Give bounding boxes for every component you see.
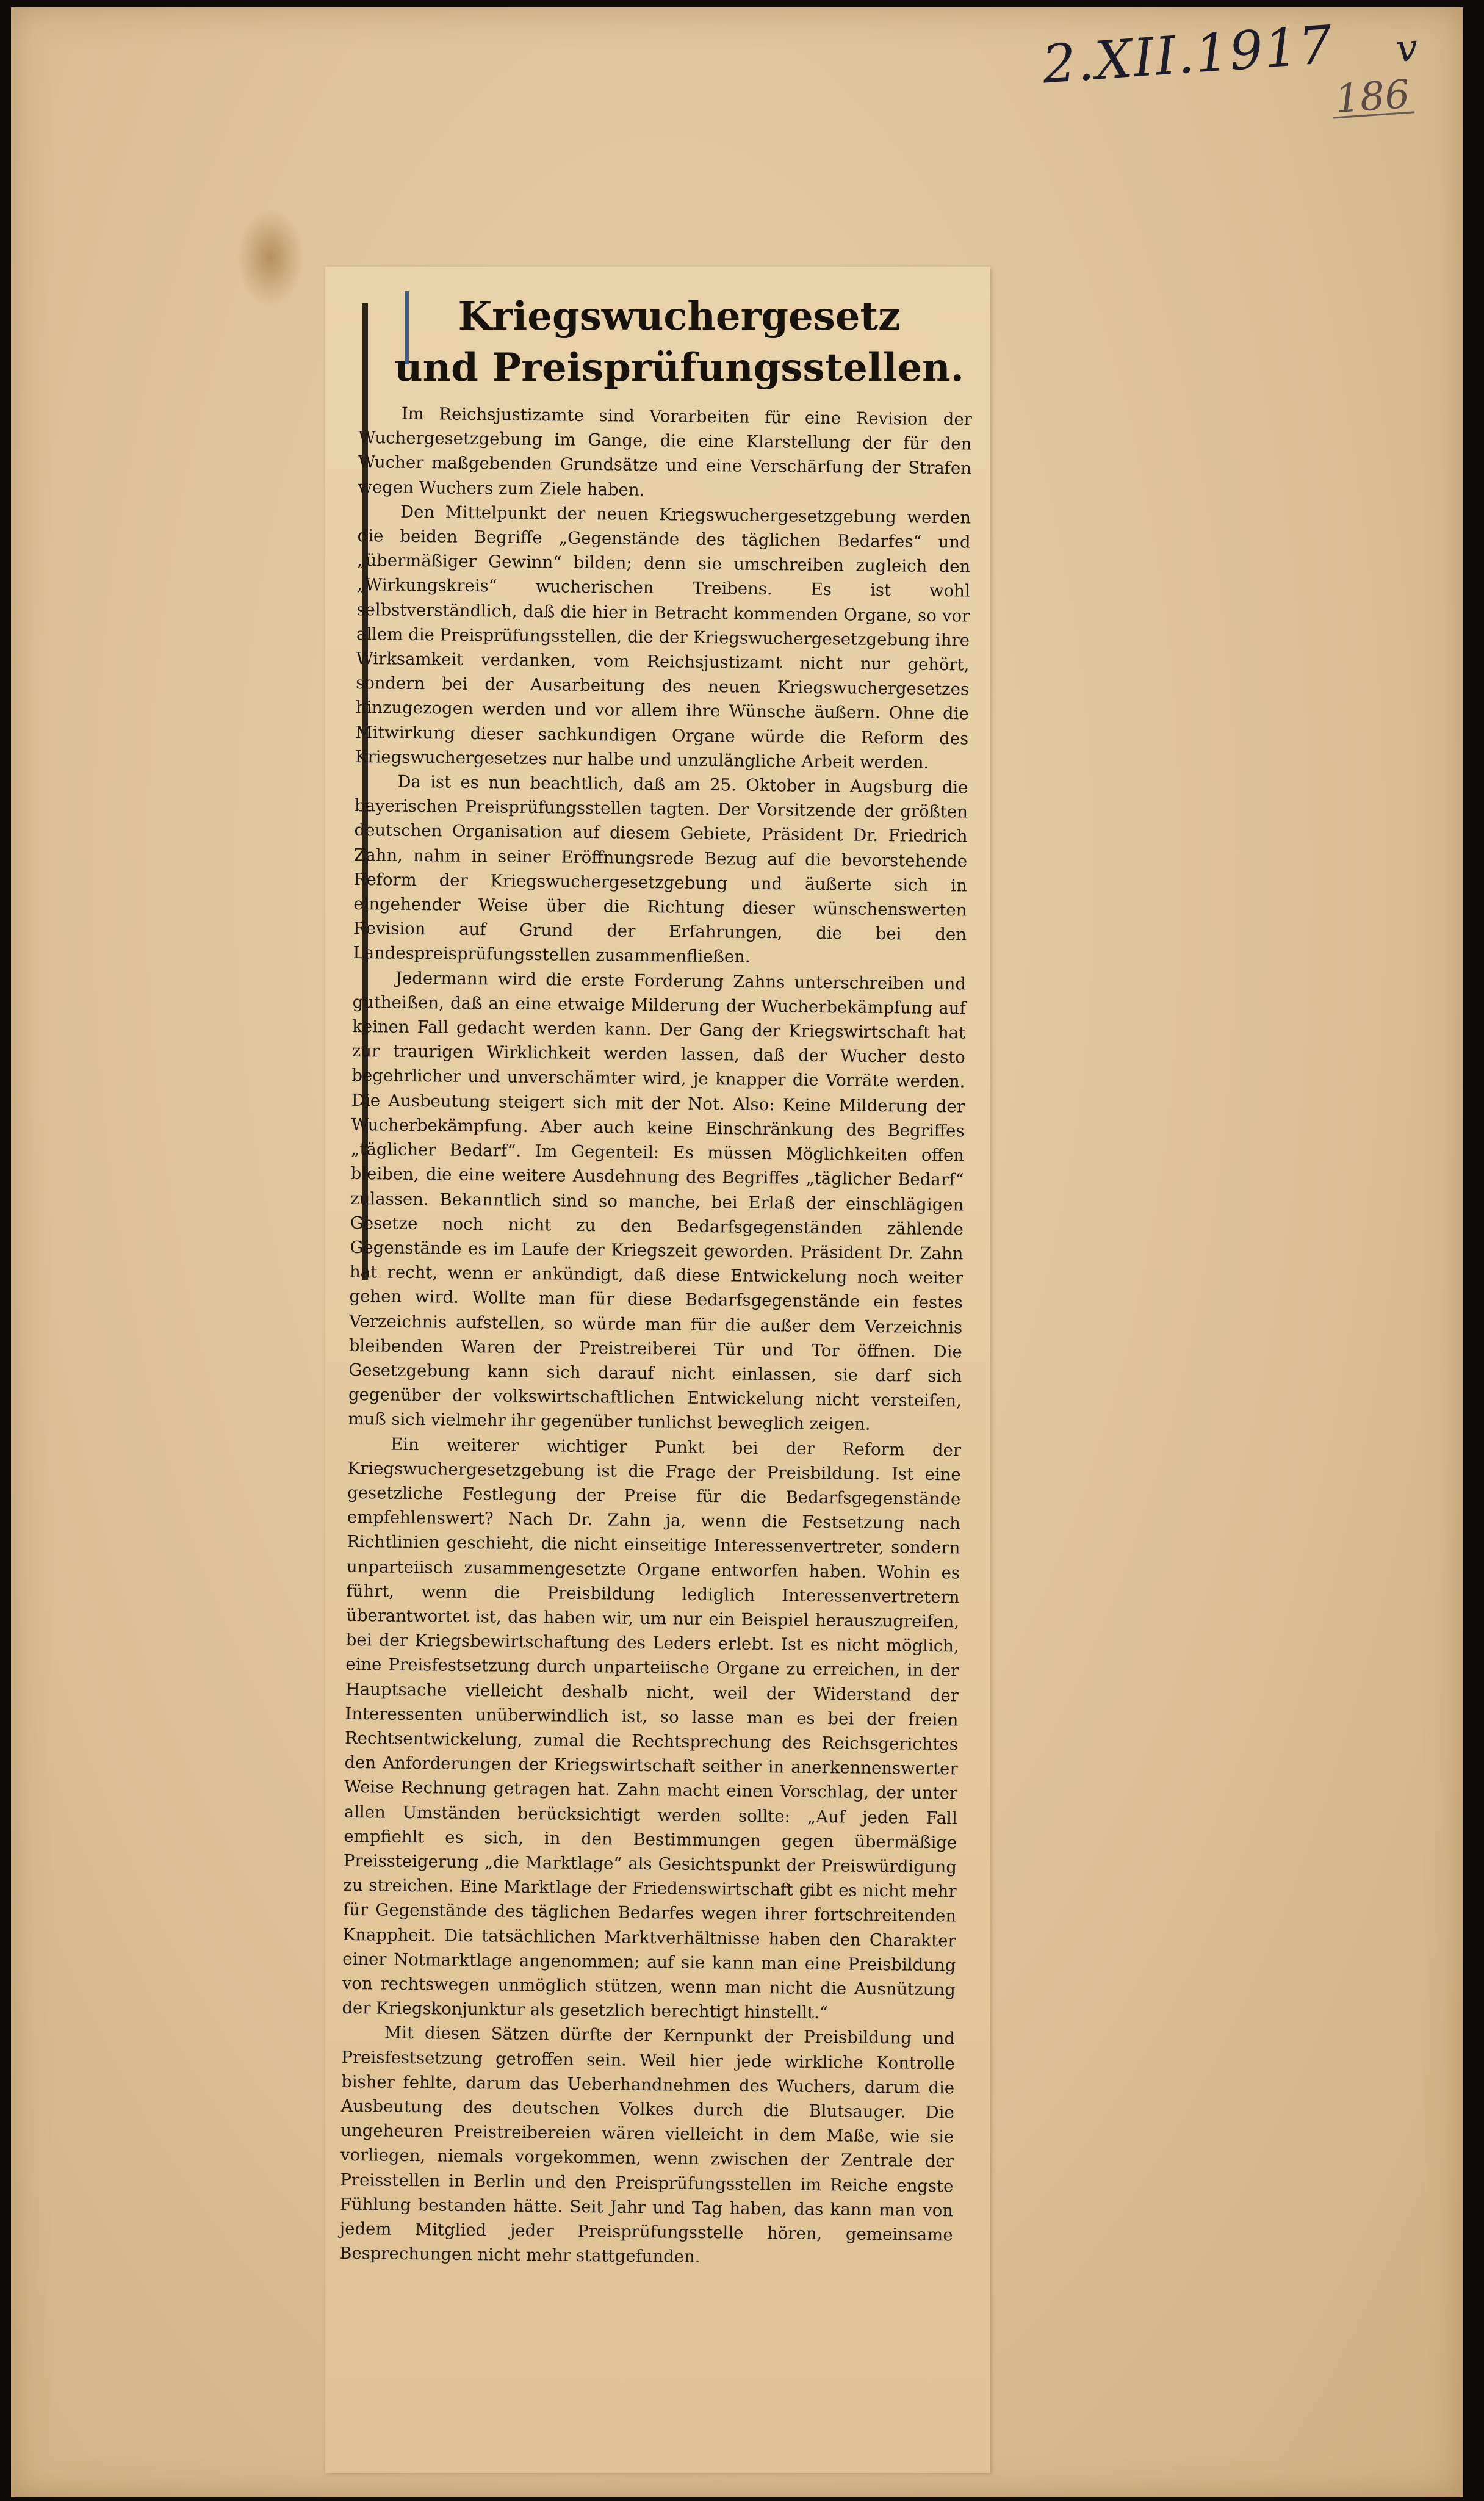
archive-sheet — [11, 7, 1463, 2497]
handwritten-date: 2.XII.1917 — [1040, 14, 1336, 96]
headline-line-1: Kriegswuchergesetz — [458, 294, 901, 339]
newspaper-clipping — [325, 267, 990, 2473]
article-headline — [386, 291, 972, 394]
headline-line-2: und Preisprüfungsstellen. — [394, 345, 964, 391]
paragraph-2: Den Mittelpunkt der neuen Kriegswuchergesetzgebung werden die beiden Begriffe „Gegenstände des täglichen Bedarfes“ und „übermäßiger Gewinn“ bilden; denn sie umschreiben zugleich den „Wirkungskreis“ wucherischen Treibens. Es ist wohl selbstverständlich, daß die hier in Betracht kommenden Organe, so vor allem die Preisprüfungsstellen, die der Kriegswuchergesetzgebung ihre Wirksamkeit verdanken, vom Reichsjustizamt nicht nur gehört, sondern bei der Ausarbeitung des neuen Kriegswuchergesetzes hinzugezogen werden und vor allem ihre Wünsche äußern. Ohne die Mitwirkung dieser sachkundigen Organe würde die Reform des Kriegswuchergesetzes nur halbe und unzulängliche Arbeit werden. — [355, 502, 971, 773]
paper-stain — [237, 209, 304, 306]
handwritten-check-mark: v — [1394, 24, 1419, 71]
paragraph-1: Im Reichsjustizamte sind Vorarbeiten für eine Revision der Wuchergesetzgebung im Gange, die eine Klarstellung der für den Wucher maßgebenden Grundsätze und eine Verschärfung der Strafen wegen Wuchers zum Ziele haben. — [358, 403, 972, 500]
paragraph-6: Mit diesen Sätzen dürfte der Kernpunkt der Preisbildung und Preisfestsetzung getroffen sein. Weil hier jede wirkliche Kontrolle bisher fehlte, darum das Ueberhandnehmen des Wuchers, darum die Ausbeutung des deutschen Volkes durch die Blutsauger. Die ungeheuren Preistreibereien wären vielleicht in dem Maße, wie sie vorliegen, niemals vorgekommen, wenn zwischen der Zentrale der Preisstellen in Berlin und den Preisprüfungsstellen im Reiche engste Fühlung bestanden hätte. Seit Jahr und Tag haben, das kann man von jedem Mitglied jeder Preisprüfungsstelle hören, gemeinsame Besprechungen nicht mehr stattgefunden. — [339, 2023, 956, 2267]
handwritten-page-number: 186 — [1333, 71, 1411, 123]
paragraph-5: Ein weiterer wichtiger Punkt bei der Reform der Kriegswuchergesetzgebung ist die Frage der Preisbildung. Ist eine gesetzliche Festlegung der Preise für die Bedarfsgegenstände empfehlenswert? Nach Dr. Zahn ja, wenn die Festsetzung nach Richtlinien geschieht, die nicht einseitige Interessenvertreter, sondern unparteiisch zusammengesetzte Organe entworfen haben. Wohin es führt, wenn die Preisbildung lediglich Interessenvertretern überantwortet ist, das haben wir, um nur ein Beispiel herauszugreifen, bei der Kriegsbewirtschaftung des Leders erlebt. Ist es nicht möglich, eine Preisfestsetzung durch unparteiische Organe zu erreichen, in der Hauptsache vielleicht deshalb nicht, weil der Widerstand der Interessenten unüberwindlich ist, so lasse man es bei der freien Rechtsentwickelung, zumal die Rechtsprechung des Reichsgerichtes den Anforderungen der Kriegswirtschaft seither in anerkennenswerter Weise Rechnung getragen hat. Zahn macht einen Vorschlag, der unter allen Umständen berücksichtigt werden sollte: „Auf jeden Fall empfiehlt es sich, in den Bestimmungen gegen übermäßige Preissteigerung „die Marktlage“ als Gesichtspunkt der Preiswürdigung zu streichen. Eine Marktlage der Friedenswirtschaft gibt es nicht mehr für Gegenstände des täglichen Bedarfes wegen ihrer fortschreitenden Knappheit. Die tatsächlichen Marktverhältnisse haben den Charakter einer Notmarktlage angenommen; auf sie kann man eine Preisbildung von rechtswegen unmöglich stützen, wenn man nicht die Ausnützung der Kriegskonjunktur als gesetzlich berechtigt hinstellt.“ — [342, 1434, 962, 2023]
article-body — [339, 401, 972, 2272]
paragraph-4: Jedermann wird die erste Forderung Zahns unterschreiben und gutheißen, daß an eine etwaige Milderung der Wucherbekämpfung auf keinen Fall gedacht werden kann. Der Gang der Kriegswirtschaft hat zur traurigen Wirklichkeit werden lassen, daß der Wucher desto begehrlicher und unverschämter wird, je knapper die Vorräte werden. Die Ausbeutung steigert sich mit der Not. Also: Keine Milderung der Wucherbekämpfung. Aber auch keine Einschränkung des Begriffes „täglicher Bedarf“. Im Gegenteil: Es müssen Möglichkeiten offen bleiben, die eine weitere Ausdehnung des Begriffes „täglicher Bedarf“ zulassen. Bekanntlich sind so manche, bei Erlaß der einschlägigen Gesetze noch nicht zu den Bedarfsgegenständen zählende Gegenstände es im Laufe der Kriegszeit geworden. Präsident Dr. Zahn hat recht, wenn er ankündigt, daß diese Entwickelung noch weiter gehen wird. Wollte man für diese Bedarfsgegenstände ein festes Verzeichnis aufstellen, so würde man für die außer dem Verzeichnis bleibenden Waren der Preistreiberei Tür und Tor öffnen. Die Gesetzgebung kann sich darauf nicht einlassen, sie darf sich gegenüber der volkswirtschaftlichen Entwickelung nicht versteifen, muß sich vielmehr ihr gegenüber tunlichst beweglich zeigen. — [348, 968, 967, 1435]
paragraph-3: Da ist es nun beachtlich, daß am 25. Oktober in Augsburg die bayerischen Preisprüfungsstellen tagten. Der Vorsitzende der größten deutschen Organisation auf diesem Gebiete, Präsident Dr. Friedrich Zahn, nahm in seiner Eröffnungsrede Bezug auf die bevorstehende Reform der Kriegswuchergesetzgebung und äußerte sich in eingehender Weise über die Richtung dieser wünschenswerten Revision auf Grund der Erfahrungen, die bei den Landespreisprüfungsstellen zusammenfließen. — [353, 771, 968, 967]
